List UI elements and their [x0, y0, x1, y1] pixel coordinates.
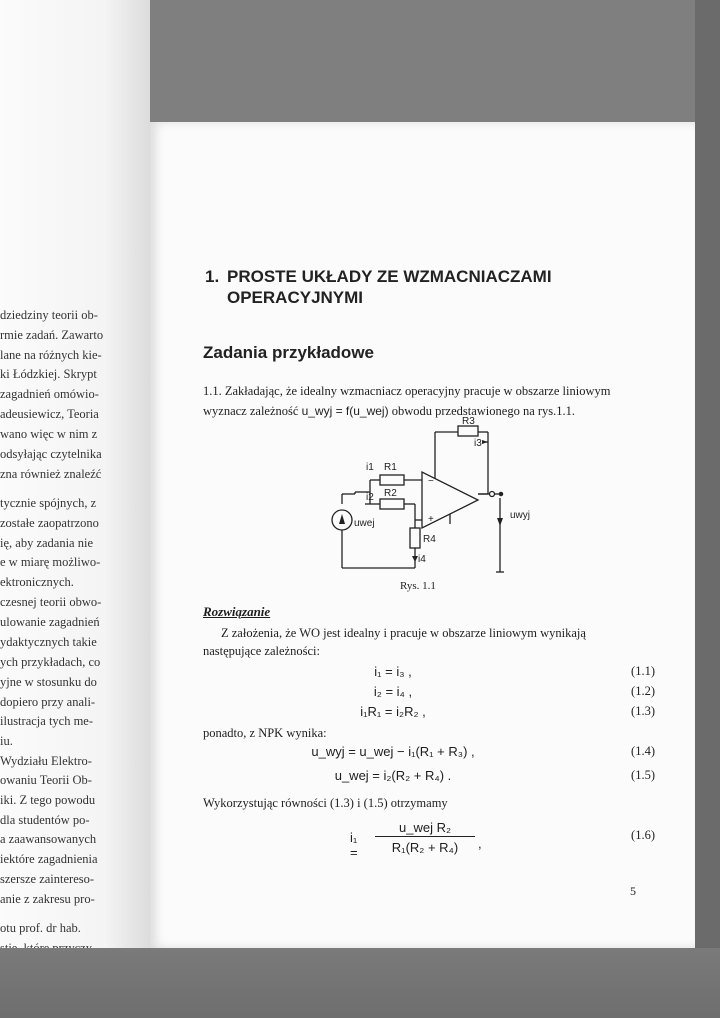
left-page-line: wano więc w nim z [0, 427, 98, 441]
npk-line: ponadto, z NPK wynika: [203, 726, 327, 740]
section-title: Zadania przykładowe [203, 343, 374, 362]
label-uwyj: uwyj [510, 510, 531, 521]
left-page-line: Wydziału Elektro- [0, 754, 92, 768]
left-page-line: iektóre zagadnienia [0, 852, 98, 866]
left-page-line: zostałe zaopatrzono [0, 516, 99, 530]
resistor-r3 [458, 426, 478, 436]
equation-1-6-lhs: i₁ = [350, 830, 358, 860]
label-r3: R3 [462, 416, 475, 427]
left-page-line: adeusiewicz, Teoria [0, 407, 99, 421]
left-page-line: a zaawansowanych [0, 832, 97, 846]
left-page-line: dla studentów po- [0, 813, 90, 827]
left-page-line: ilustracja tych me- [0, 714, 94, 728]
left-page-line: ię, aby zadania nie [0, 536, 94, 550]
equation-1-5-number: (1.5) [631, 768, 655, 782]
left-page-line: yjne w stosunku do [0, 675, 97, 689]
figure-caption: Rys. 1.1 [400, 580, 436, 592]
left-page-line: tycznie spójnych, z [0, 496, 97, 510]
left-page-line: ydaktycznych takie [0, 635, 97, 649]
equation-1-2-expr: i₂ = i₄ , [373, 684, 413, 699]
equation-1-6-denominator: R₁(R₂ + R₄) [391, 840, 459, 855]
using-line: Wykorzystując równości (1.3) i (1.5) otrzymamy [203, 796, 448, 810]
label-uwej: uwej [354, 518, 375, 529]
left-page-line: rmie zadań. Zawarto [0, 328, 104, 342]
circuit-diagram [310, 416, 560, 582]
chapter-number: 1. [205, 267, 220, 286]
left-page-line: lane na różnych kie- [0, 348, 102, 362]
left-page-line: iki. Z tego powodu [0, 793, 96, 807]
equation-1-5 [203, 768, 655, 788]
equation-1-2-number: (1.2) [631, 684, 655, 698]
solution-heading: Rozwiązanie [203, 604, 271, 619]
output-terminal [490, 492, 495, 497]
left-page-line: ki Łódzkiej. Skrypt [0, 367, 97, 381]
label-r4: R4 [423, 534, 436, 545]
left-page-line: e w miarę możliwo- [0, 555, 101, 569]
label-i3: i3 [474, 438, 482, 449]
resistor-r2 [380, 499, 404, 509]
left-page-line: dziedziny teorii ob- [0, 308, 98, 322]
scan-background-top [150, 0, 695, 122]
page-number: 5 [630, 884, 636, 898]
solution-intro-line1: Z założenia, że WO jest idealny i pracuje w obszarze liniowym wynikają [221, 626, 586, 640]
problem-line2-pre: wyznacz zależność [203, 404, 302, 418]
left-page-line: otu prof. dr hab. [0, 921, 81, 935]
label-i1: i1 [366, 462, 374, 473]
left-page-line: zna również znaleźć [0, 467, 102, 481]
equation-1-4 [203, 744, 655, 764]
label-r1: R1 [384, 462, 397, 473]
equation-1-3 [203, 704, 655, 724]
equation-1-3-expr: i₁R₁ = i₂R₂ , [360, 704, 426, 719]
left-page-line: zagadnień omówio- [0, 387, 99, 401]
equation-1-6-num-row [203, 828, 655, 848]
label-r2: R2 [384, 488, 397, 499]
label-i2: i2 [366, 492, 374, 503]
left-page-line: odsyłając czytelnika [0, 447, 102, 461]
equation-1-6-number: (1.6) [631, 828, 655, 842]
problem-line2 [203, 402, 665, 420]
problem-formula: u_wyj = f(u_wej) [301, 404, 389, 418]
equation-1-4-expr: u_wyj = u_wej − i₁(R₁ + R₃) , [311, 744, 475, 759]
problem-line1: 1.1. Zakładając, że idealny wzmacniacz operacyjny pracuje w obszarze liniowym [203, 384, 611, 398]
equation-1-1-number: (1.1) [631, 664, 655, 678]
left-page-line: iu. [0, 734, 13, 748]
label-minus: − [428, 476, 434, 487]
chapter-title [205, 266, 552, 308]
left-page-line: szersze zaintereso- [0, 872, 95, 886]
equation-1-5-expr: u_wej = i₂(R₂ + R₄) . [334, 768, 452, 783]
left-page-line: dopiero przy anali- [0, 695, 96, 709]
resistor-r4 [410, 528, 420, 548]
equation-1-3-number: (1.3) [631, 704, 655, 718]
resistor-r1 [380, 475, 404, 485]
left-page-line: ulowanie zagadnień [0, 615, 100, 629]
left-page-line: ych przykładach, co [0, 655, 101, 669]
left-page-line: anie z zakresu pro- [0, 892, 95, 906]
left-page-line: owaniu Teorii Ob- [0, 773, 92, 787]
scan-background-right [695, 0, 720, 1018]
label-plus: + [428, 514, 434, 525]
equation-1-6-numerator: u_wej R₂ [375, 820, 475, 837]
scan-background-bottom [0, 948, 720, 1018]
label-i4: i4 [418, 554, 426, 565]
left-page [0, 0, 150, 1018]
left-page-line: czesnej teorii obwo- [0, 595, 102, 609]
equation-1-2 [203, 684, 655, 704]
problem-line2-post: obwodu przedstawionego na rys.1.1. [388, 404, 576, 418]
solution-intro-line2: następujące zależności: [203, 644, 320, 658]
chapter-title-line1: PROSTE UKŁADY ZE WZMACNIACZAMI [227, 267, 552, 286]
equation-1-1-expr: i₁ = i₃ , [374, 664, 412, 679]
equation-1-4-number: (1.4) [631, 744, 655, 758]
left-page-line: ektronicznych. [0, 575, 74, 589]
chapter-title-line2: OPERACYJNYMI [227, 288, 364, 307]
equation-1-1 [203, 664, 655, 684]
equation-1-6-tail: , [478, 836, 482, 851]
